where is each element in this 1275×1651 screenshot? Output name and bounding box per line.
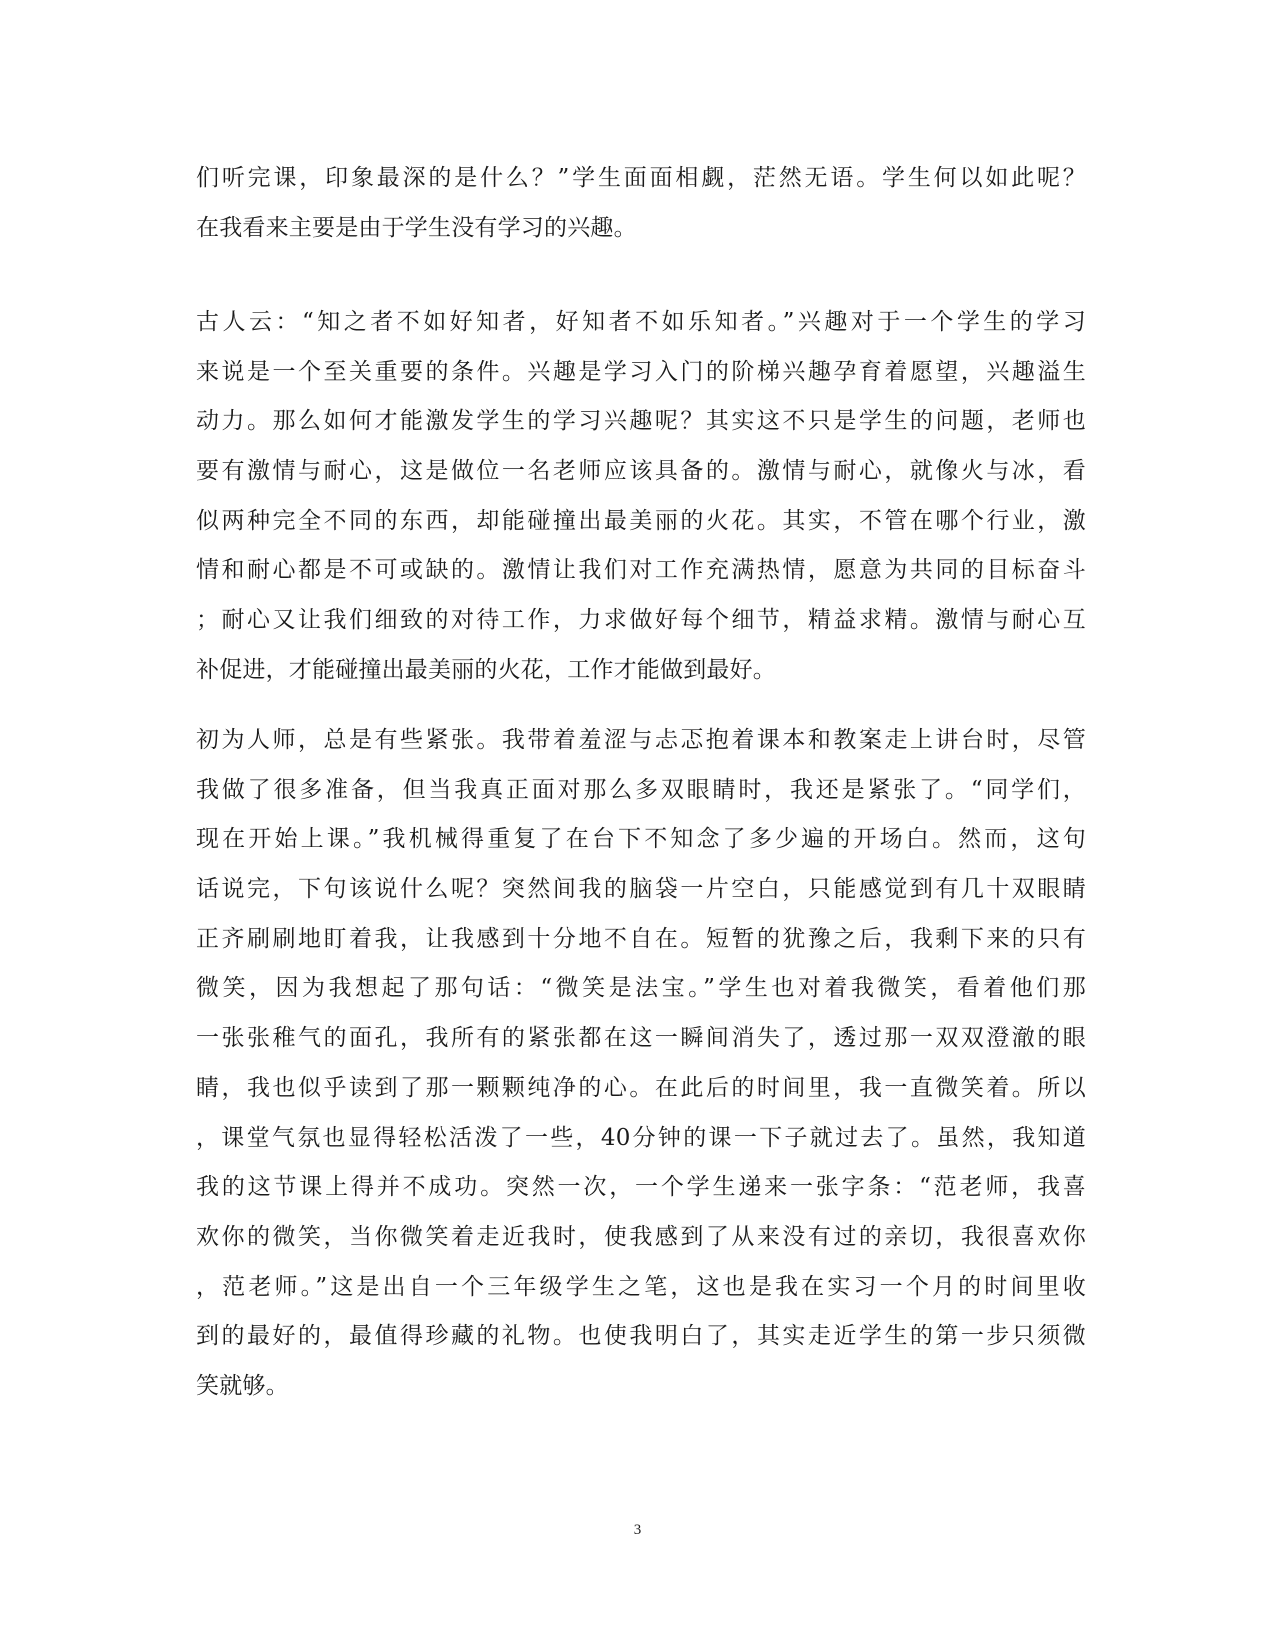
text-line: 动力。那么如何才能激发学生的学习兴趣呢？其实这不只是学生的问题，老师也 bbox=[196, 408, 1086, 435]
paragraph-3 bbox=[196, 716, 1086, 1412]
page-number: 3 bbox=[633, 1522, 642, 1538]
text-line: 古人云：“知之者不如好知者，好知者不如乐知者。”兴趣对于一个学生的学习 bbox=[196, 309, 1086, 335]
text-line: 要有激情与耐心，这是做位一名老师应该具备的。激情与耐心，就像火与冰，看 bbox=[196, 458, 1086, 485]
text-line: 我的这节课上得并不成功。突然一次，一个学生递来一张字条：“范老师，我喜 bbox=[196, 1174, 1086, 1201]
text-line: 睛，我也似乎读到了那一颗颗纯净的心。在此后的时间里，我一直微笑着。所以 bbox=[196, 1074, 1086, 1101]
text-line: 似两种完全不同的东西，却能碰撞出最美丽的火花。其实，不管在哪个行业，激 bbox=[196, 507, 1086, 534]
text-line: 来说是一个至关重要的条件。兴趣是学习入门的阶梯兴趣孕育着愿望，兴趣溢生 bbox=[196, 358, 1086, 385]
text-line: ；耐心又让我们细致的对待工作，力求做好每个细节，精益求精。激情与耐心互 bbox=[196, 607, 1086, 634]
text-line: 补促进，才能碰撞出最美丽的火花，工作才能做到最好。 bbox=[196, 656, 776, 683]
text-line: 们听完课，印象最深的是什么？”学生面面相觑，茫然无语。学生何以如此呢？ bbox=[196, 165, 1086, 191]
text-line: 正齐刷刷地盯着我，让我感到十分地不自在。短暂的犹豫之后，我剩下来的只有 bbox=[196, 925, 1086, 952]
text-line: 欢你的微笑，当你微笑着走近我时，使我感到了从来没有过的亲切，我很喜欢你 bbox=[196, 1223, 1086, 1250]
text-line: 我做了很多准备，但当我真正面对那么多双眼睛时，我还是紧张了。“同学们， bbox=[196, 776, 1086, 803]
text-line: 到的最好的，最值得珍藏的礼物。也使我明白了，其实走近学生的第一步只须微 bbox=[196, 1323, 1086, 1350]
text-line: 在我看来主要是由于学生没有学习的兴趣。 bbox=[196, 214, 637, 241]
text-line: ，范老师。”这是出自一个三年级学生之笔，这也是我在实习一个月的时间里收 bbox=[196, 1273, 1086, 1300]
paragraph-1 bbox=[196, 154, 1086, 253]
text-line: 初为人师，总是有些紧张。我带着羞涩与忐忑抱着课本和教案走上讲台时，尽管 bbox=[196, 727, 1086, 753]
text-line: 话说完，下句该说什么呢？突然间我的脑袋一片空白，只能感觉到有几十双眼睛 bbox=[196, 876, 1086, 903]
paragraph-2 bbox=[196, 298, 1086, 696]
text-line: 微笑，因为我想起了那句话：“微笑是法宝。”学生也对着我微笑，看着他们那 bbox=[196, 975, 1086, 1002]
text-line: 现在开始上课。”我机械得重复了在台下不知念了多少遍的开场白。然而，这句 bbox=[196, 826, 1086, 853]
text-line: 笑就够。 bbox=[196, 1372, 289, 1399]
text-line: 情和耐心都是不可或缺的。激情让我们对工作充满热情，愿意为共同的目标奋斗 bbox=[196, 557, 1086, 584]
text-line: 一张张稚气的面孔，我所有的紧张都在这一瞬间消失了，透过那一双双澄澈的眼 bbox=[196, 1025, 1086, 1052]
text-line: ，课堂气氛也显得轻松活泼了一些，40分钟的课一下子就过去了。虽然，我知道 bbox=[196, 1124, 1086, 1151]
